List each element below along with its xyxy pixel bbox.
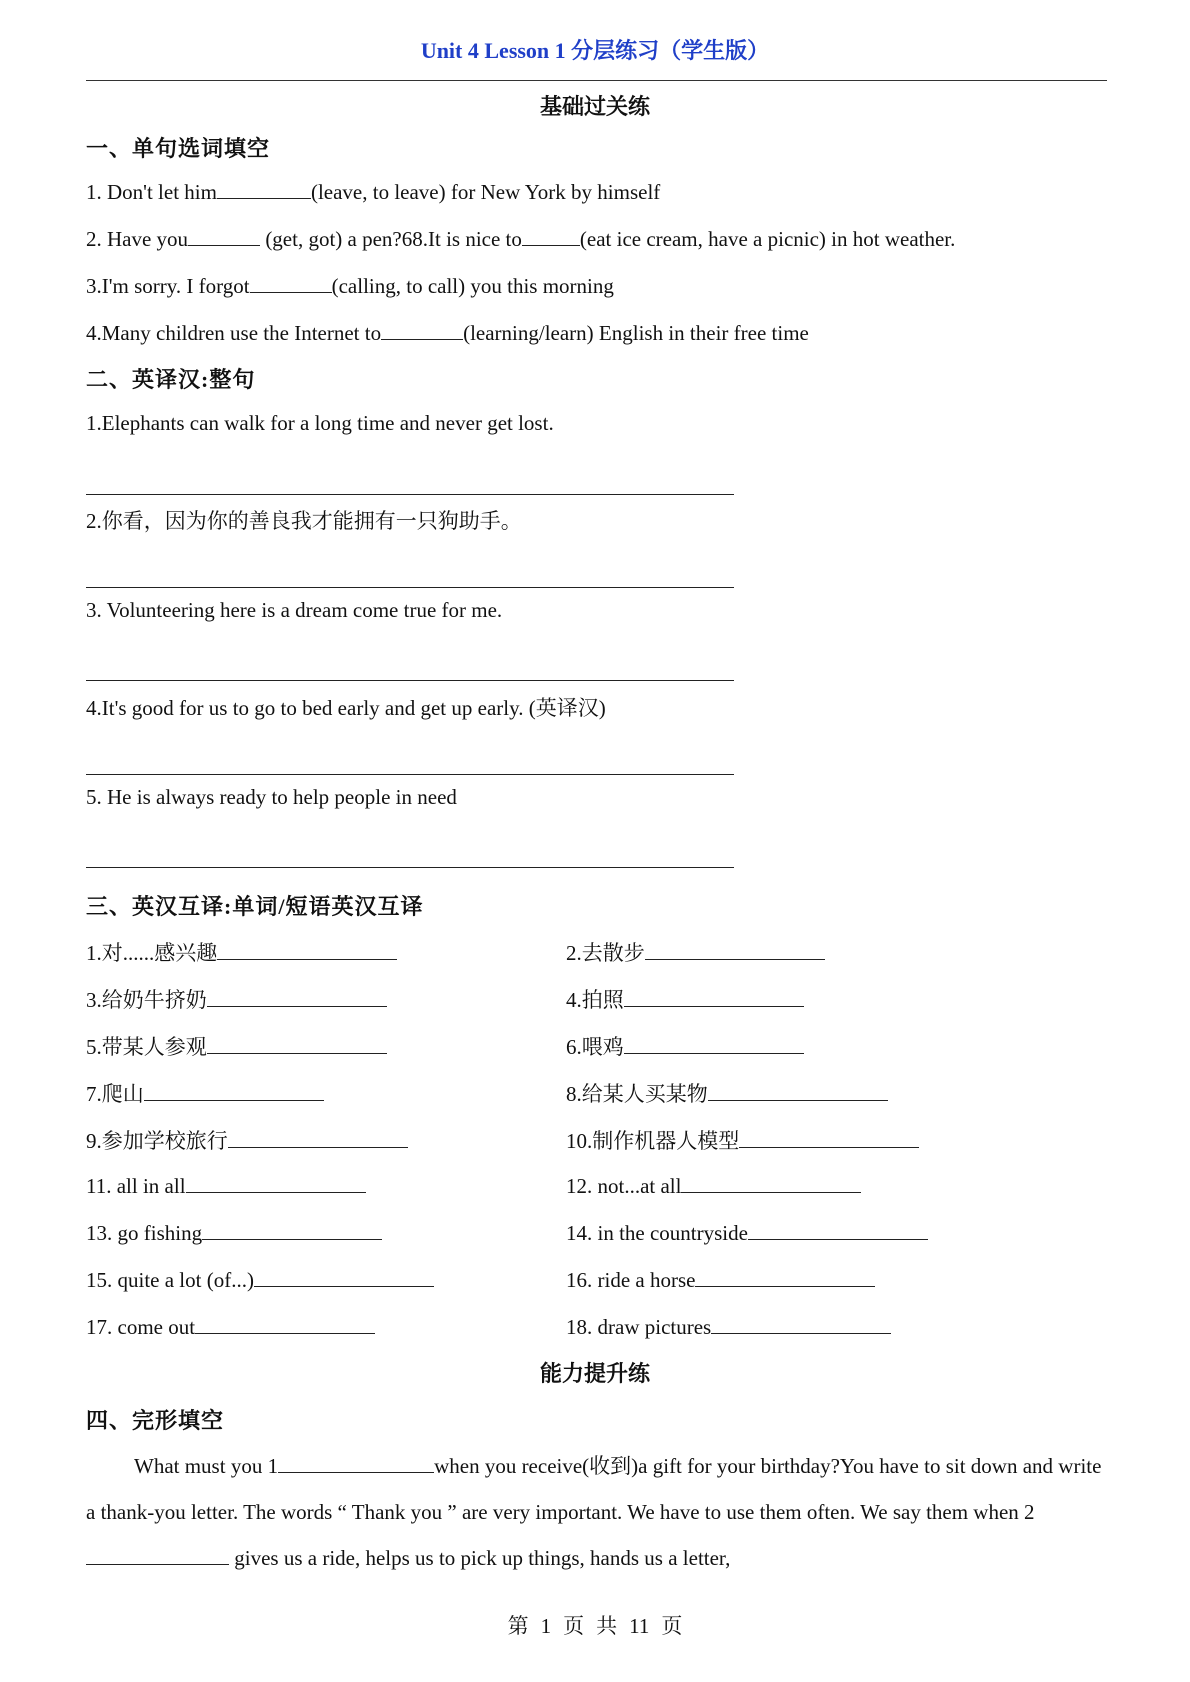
answer-blank[interactable]	[739, 1127, 919, 1148]
part1-item-3: 3.I'm sorry. I forgot (calling, to call) you this morning	[86, 274, 614, 298]
vocab-item-14: 14. in the countryside	[566, 1219, 928, 1246]
cloze-passage: What must you 1 when you receive(收到)a gift for your birthday?You have to sit down and write a thank-you letter. The words “ Thank you ” are very important. We have to use them often. We say them when 2 gives us a ride, helps us to pick up things, hands us a letter,	[86, 1454, 1102, 1570]
answer-blank[interactable]	[254, 1266, 434, 1287]
part1-item-4: 4.Many children use the Internet to (learning/learn) English in their free time	[86, 321, 809, 345]
part2-item-2: 2.你看，因为你的善良我才能拥有一只狗助手。	[86, 509, 522, 533]
vocab-item-18: 18. draw pictures	[566, 1313, 891, 1340]
vocab-item-5: 5.带某人参观	[86, 1031, 387, 1061]
vocab-item-16: 16. ride a horse	[566, 1266, 875, 1293]
part2-item-4: 4.It's good for us to go to bed early and get up early. (英译汉)	[86, 696, 606, 720]
part3-heading: 三、英汉互译:单词/短语英汉互译	[86, 894, 424, 919]
answer-blank[interactable]	[624, 986, 804, 1007]
answer-blank[interactable]	[681, 1172, 861, 1193]
vocab-item-1: 1.对......感兴趣	[86, 937, 397, 967]
cloze-blank-2[interactable]	[86, 1544, 229, 1565]
answer-blank[interactable]	[381, 319, 463, 340]
answer-blank[interactable]	[748, 1219, 928, 1240]
vocab-item-8: 8.给某人买某物	[566, 1078, 888, 1108]
answer-blank[interactable]	[228, 1127, 408, 1148]
part2-item-3: 3. Volunteering here is a dream come true for me.	[86, 598, 503, 622]
answer-blank[interactable]	[144, 1080, 324, 1101]
answer-line[interactable]	[86, 494, 734, 495]
header-divider	[86, 80, 1107, 81]
answer-blank[interactable]	[195, 1313, 375, 1334]
vocab-item-6: 6.喂鸡	[566, 1031, 804, 1061]
vocab-item-13: 13. go fishing	[86, 1219, 382, 1246]
part4-heading: 四、完形填空	[86, 1408, 225, 1433]
answer-line[interactable]	[86, 867, 734, 868]
answer-blank[interactable]	[708, 1080, 888, 1101]
answer-blank[interactable]	[624, 1033, 804, 1054]
answer-line[interactable]	[86, 587, 734, 588]
answer-blank[interactable]	[202, 1219, 382, 1240]
answer-blank[interactable]	[217, 939, 397, 960]
page-number: 1	[540, 1614, 552, 1638]
part2-heading: 二、英译汉:整句	[86, 367, 256, 392]
answer-blank[interactable]	[695, 1266, 875, 1287]
part2-item-5: 5. He is always ready to help people in need	[86, 785, 457, 809]
vocab-item-2: 2.去散步	[566, 937, 825, 967]
answer-blank[interactable]	[711, 1313, 891, 1334]
answer-blank[interactable]	[186, 1172, 366, 1193]
answer-blank[interactable]	[645, 939, 825, 960]
answer-blank[interactable]	[250, 272, 332, 293]
vocab-item-9: 9.参加学校旅行	[86, 1125, 408, 1155]
vocab-item-7: 7.爬山	[86, 1078, 324, 1108]
vocab-item-15: 15. quite a lot (of...)	[86, 1266, 434, 1293]
vocab-item-10: 10.制作机器人模型	[566, 1125, 919, 1155]
section-title-advanced: 能力提升练	[539, 1361, 650, 1386]
page-footer: 第 1 页 共 11 页	[507, 1614, 683, 1638]
cloze-blank-1[interactable]	[278, 1452, 434, 1473]
answer-line[interactable]	[86, 680, 734, 681]
vocab-item-12: 12. not...at all	[566, 1172, 861, 1199]
part2-item-1: 1.Elephants can walk for a long time and never get lost.	[86, 411, 554, 435]
part1-item-2: 2. Have you (get, got) a pen?68.It is nice to (eat ice cream, have a picnic) in hot weather.	[86, 227, 956, 251]
answer-blank[interactable]	[188, 225, 260, 246]
answer-blank[interactable]	[217, 178, 311, 199]
part1-item-1: 1. Don't let him (leave, to leave) for New York by himself	[86, 180, 661, 204]
page-total: 11	[629, 1614, 650, 1638]
answer-blank[interactable]	[522, 225, 580, 246]
vocab-item-17: 17. come out	[86, 1313, 375, 1340]
vocab-item-4: 4.拍照	[566, 984, 804, 1014]
vocab-item-3: 3.给奶牛挤奶	[86, 984, 387, 1014]
section-title-basic: 基础过关练	[539, 94, 650, 119]
answer-line[interactable]	[86, 774, 734, 775]
part1-heading: 一、单句选词填空	[86, 136, 271, 161]
answer-blank[interactable]	[207, 1033, 387, 1054]
document-title: Unit 4 Lesson 1 分层练习（学生版）	[420, 38, 770, 63]
answer-blank[interactable]	[207, 986, 387, 1007]
vocab-item-11: 11. all in all	[86, 1172, 366, 1199]
